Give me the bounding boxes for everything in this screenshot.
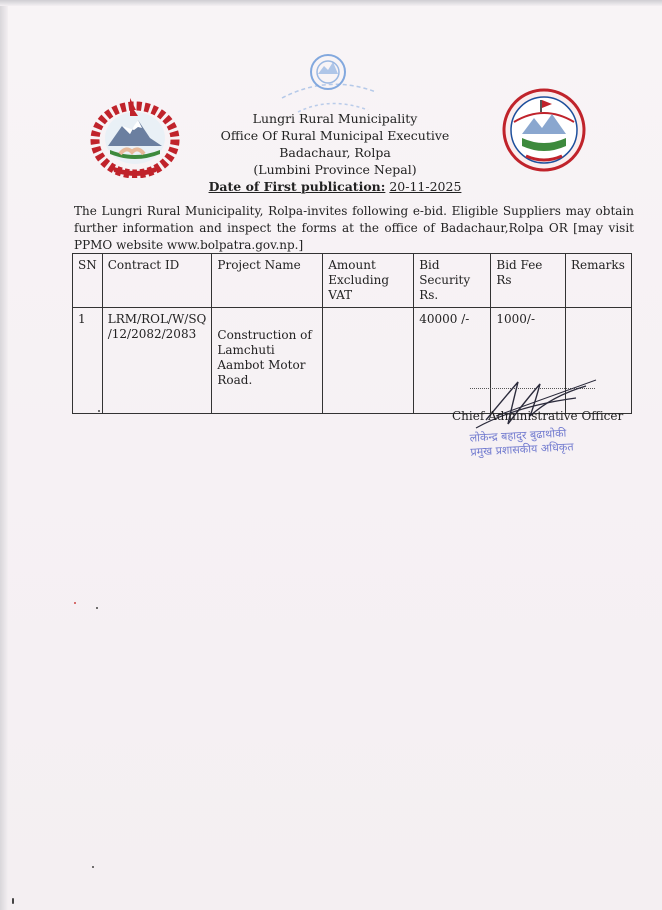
scan-speck [92, 866, 94, 868]
stamp-line-designation: प्रमुख प्रशासकीय अधिकृत [470, 440, 574, 459]
page-left-edge [0, 0, 8, 910]
stamp-line-name: लोकेन्द्र बहादुर बुढाथोकी [469, 426, 567, 445]
official-stamp [469, 426, 574, 459]
cell-bid-security: 40000 /- [414, 308, 491, 414]
scan-speck [98, 410, 100, 412]
office-name: Office Of Rural Municipal Executive [220, 128, 450, 143]
column-header-contract-id: Contract ID [102, 254, 212, 308]
letterhead [200, 110, 470, 195]
office-location: Badachaur, Rolpa [279, 145, 391, 160]
publication-date-value: 20-11-2025 [389, 179, 462, 194]
cell-bid-fee: 1000/- [491, 308, 566, 414]
publication-date-label: Date of First publication: [208, 179, 386, 194]
municipality-name: Lungri Rural Municipality [252, 111, 418, 126]
lungri-municipality-logo-icon [500, 88, 588, 172]
scan-speck [12, 898, 14, 904]
cell-project-name: Construction of Lamchuti Aambot Motor Road. [212, 308, 323, 414]
signatory-title: Chief Administrative Officer [452, 409, 624, 423]
province-line: (Lumbini Province Nepal) [253, 162, 417, 177]
column-header-bid-fee: Bid Fee Rs [491, 254, 566, 308]
column-header-bid-security: Bid Security Rs. [414, 254, 491, 308]
column-header-project-name: Project Name [212, 254, 323, 308]
publication-date-line [200, 178, 470, 195]
cell-sn: 1 [73, 308, 103, 414]
page-top-edge [0, 0, 662, 6]
cell-amount [323, 308, 414, 414]
column-header-amount: Amount Excluding VAT [323, 254, 414, 308]
cell-contract-id: LRM/ROL/W/SQ /12/2082/2083 [102, 308, 212, 414]
scan-speck [74, 602, 76, 604]
table-header-row [73, 254, 632, 308]
nepal-emblem-icon [86, 94, 184, 178]
scan-speck [96, 607, 98, 609]
notice-paragraph: The Lungri Rural Municipality, Rolpa-invites following e-bid. Eligible Suppliers may obtain further information and inspect the forms at the office of Badachaur,Rolpa OR [may visit PPMO website www.bolpatra.gov.np.] [74, 204, 634, 252]
column-header-sn: SN [73, 254, 103, 308]
column-header-remarks: Remarks [566, 254, 632, 308]
